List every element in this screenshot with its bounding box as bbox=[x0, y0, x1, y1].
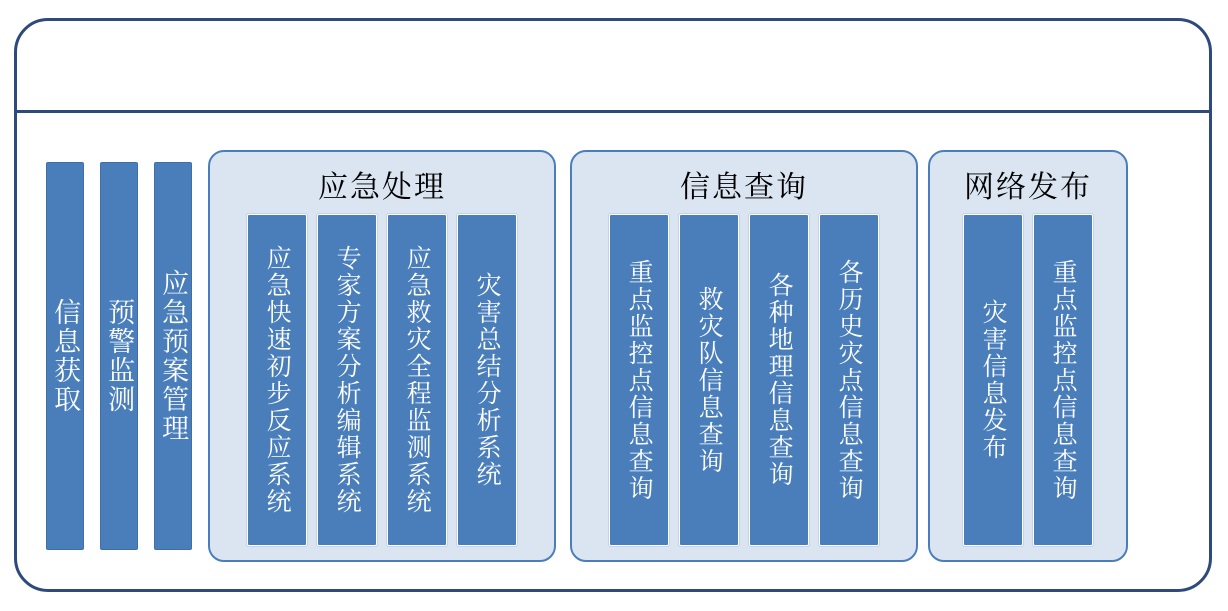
group-item-label: 重点监控点信息查询 bbox=[1049, 258, 1078, 502]
module-bar-label: 预警监测 bbox=[104, 298, 135, 414]
diagram-row bbox=[46, 150, 1128, 562]
module-bar-emergency-plan-management[interactable] bbox=[154, 162, 192, 550]
group-title: 信息查询 bbox=[680, 171, 808, 204]
group-item-label: 各历史灾点信息查询 bbox=[835, 258, 864, 502]
module-bar-early-warning-monitoring[interactable] bbox=[100, 162, 138, 550]
group-item-label: 灾害信息发布 bbox=[979, 299, 1008, 461]
group-item-label: 重点监控点信息查询 bbox=[625, 258, 654, 502]
group-items bbox=[951, 214, 1105, 558]
group-item-label: 应急快速初步反应系统 bbox=[263, 245, 292, 515]
group-item-label: 应急救灾全程监测系统 bbox=[403, 245, 432, 515]
group-item-geographic-info-query[interactable] bbox=[749, 214, 809, 546]
group-item-expert-plan-analysis-editing-system[interactable] bbox=[317, 214, 377, 546]
group-item-label: 灾害总结分析系统 bbox=[473, 272, 502, 488]
group-title: 网络发布 bbox=[964, 171, 1092, 204]
group-item-historical-disaster-point-info-query[interactable] bbox=[819, 214, 879, 546]
group-item-key-monitoring-point-info-query[interactable] bbox=[1033, 214, 1093, 546]
group-item-label: 各种地理信息查询 bbox=[765, 272, 794, 488]
group-item-disaster-summary-analysis-system[interactable] bbox=[457, 214, 517, 546]
group-item-full-process-rescue-monitoring-system[interactable] bbox=[387, 214, 447, 546]
header-divider bbox=[16, 110, 1210, 113]
group-emergency-handling bbox=[208, 150, 556, 562]
group-item-label: 救灾队信息查询 bbox=[695, 285, 724, 475]
group-item-key-monitoring-point-info-query[interactable] bbox=[609, 214, 669, 546]
group-items bbox=[235, 214, 529, 558]
group-item-label: 专家方案分析编辑系统 bbox=[333, 245, 362, 515]
module-bar-label: 应急预案管理 bbox=[158, 269, 189, 443]
group-item-rescue-team-info-query[interactable] bbox=[679, 214, 739, 546]
group-item-rapid-initial-response-system[interactable] bbox=[247, 214, 307, 546]
group-network-publishing bbox=[928, 150, 1128, 562]
group-title: 应急处理 bbox=[318, 171, 446, 204]
group-information-query bbox=[570, 150, 918, 562]
group-item-disaster-info-release[interactable] bbox=[963, 214, 1023, 546]
module-bar-information-acquisition[interactable] bbox=[46, 162, 84, 550]
module-bar-label: 信息获取 bbox=[50, 298, 81, 414]
group-items bbox=[597, 214, 891, 558]
